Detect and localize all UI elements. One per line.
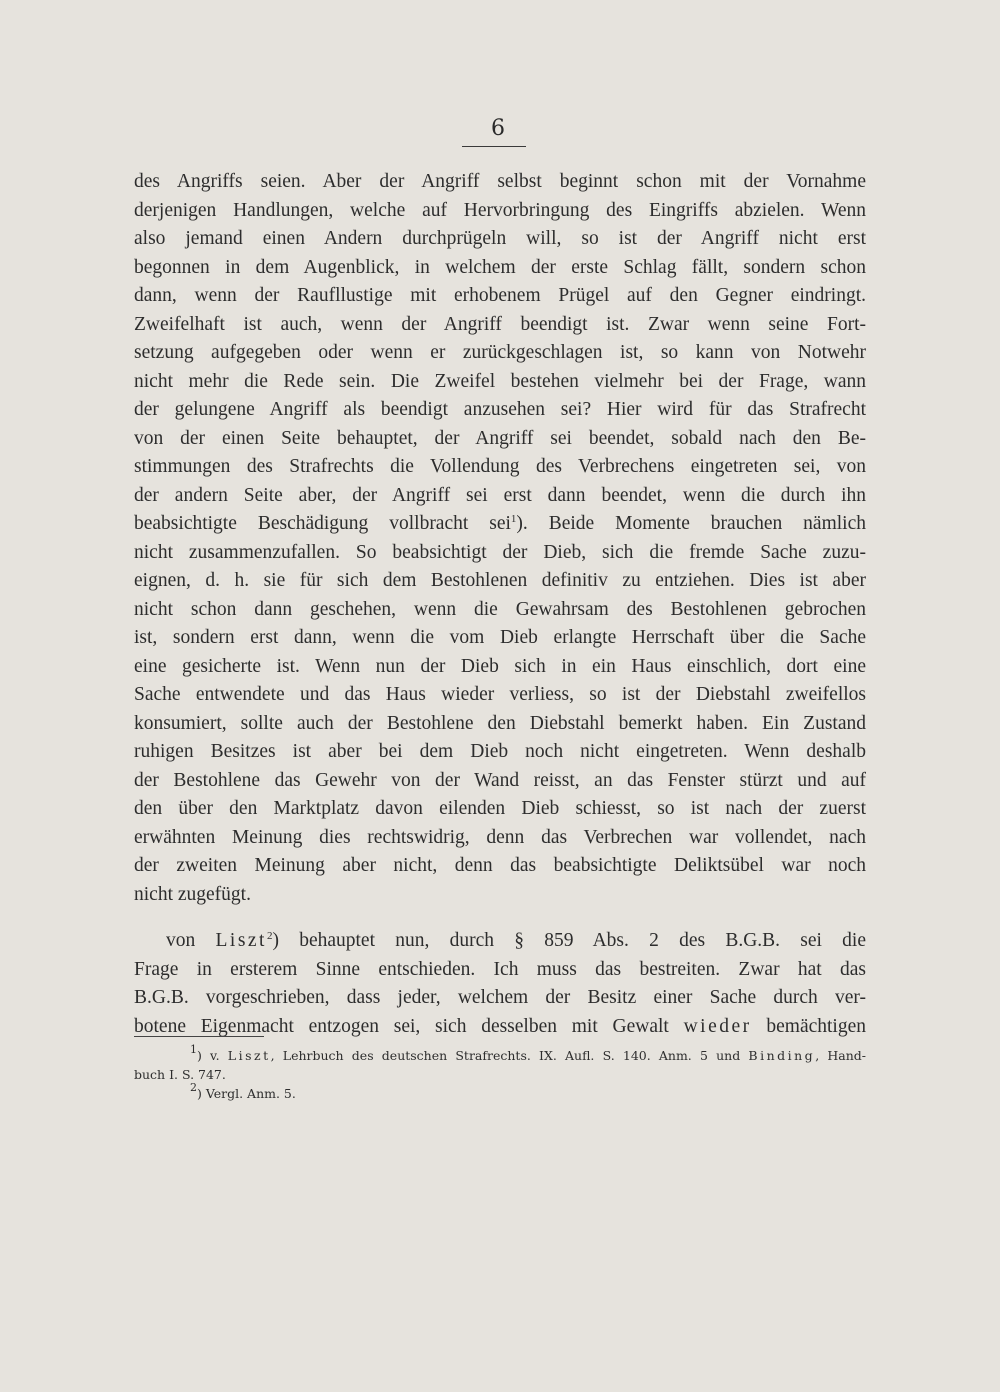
text-line: konsumiert, sollte auch der Bestohlene den Diebstahl bemerkt haben. Ein Zustand: [134, 712, 866, 734]
emphasized-word: wieder: [683, 1015, 752, 1037]
body-text: [134, 168, 866, 1041]
text-line: des Angriffs seien. Aber der Angriff selbst beginnt schon mit der Vornahme: [134, 171, 866, 192]
text-line: setzung aufgegeben oder wenn er zurückgeschlagen ist, so kann von Notwehr: [134, 342, 866, 363]
text-segment: ). Beide Momente brauchen nämlich: [516, 513, 866, 534]
text-line-with-footnote-ref: [134, 927, 866, 956]
paragraph-1: [134, 168, 866, 909]
text-line: B.G.B. vorgeschrieben, dass jeder, welchem der Besitz einer Sache durch ver-: [134, 987, 866, 1008]
footnote-2: [134, 1081, 866, 1103]
text-line: der zweiten Meinung aber nicht, denn das beabsichtigte Deliktsübel war noch: [134, 855, 866, 876]
page-number-rule: [462, 146, 526, 147]
paragraph-2: [134, 927, 866, 1041]
footnote-1-continuation: buch I. S. 747.: [134, 1067, 226, 1082]
text-line: von der einen Seite behauptet, der Angriff sei beendet, sobald nach den Be-: [134, 427, 866, 449]
text-line: den über den Marktplatz davon eilenden Dieb schiesst, so ist nach der zuerst: [134, 798, 866, 819]
text-line: stimmungen des Strafrechts die Vollendung des Verbrechens eingetreten sei, von: [134, 456, 866, 477]
footnote-1: [134, 1043, 866, 1065]
footnote-ref-2: 2: [266, 930, 273, 942]
text-segment: beabsichtigte Beschädigung vollbracht sei: [134, 513, 511, 534]
footnote-text: , Hand-: [815, 1048, 866, 1063]
text-line: ist, sondern erst dann, wenn die vom Dieb erlangte Herrschaft über die Sache: [134, 627, 866, 648]
text-line: nicht zusammenzufallen. So beabsichtigt der Dieb, sich die fremde Sache zuzu-: [134, 541, 866, 563]
text-line: Sache entwendete und das Haus wieder verliess, so ist der Diebstahl zweifellos: [134, 684, 866, 705]
text-segment: ) behauptet nun, durch § 859 Abs. 2 des B.G.B. sei die: [272, 930, 866, 951]
text-line: Zweifelhaft ist auch, wenn der Angriff beendigt ist. Zwar wenn seine Fort-: [134, 313, 866, 335]
footnote-marker: 2: [190, 1081, 197, 1094]
text-line: der andern Seite aber, der Angriff sei erst dann beendet, wenn die durch ihn: [134, 484, 866, 506]
text-line: eignen, d. h. sie für sich dem Bestohlenen definitiv zu entziehen. Dies ist aber: [134, 570, 866, 591]
text-line: erwähnten Meinung dies rechtswidrig, denn das Verbrechen war vollendet, nach: [134, 826, 866, 848]
footnote-text: ) Vergl. Anm. 5.: [197, 1086, 296, 1101]
footnote-text: ) v.: [197, 1048, 228, 1063]
text-line: nicht mehr die Rede sein. Die Zweifel bestehen vielmehr bei der Frage, wann: [134, 370, 866, 392]
text-segment: botene Eigenmacht entzogen sei, sich desselben mit Gewalt: [134, 1015, 684, 1037]
text-line: Frage in ersterem Sinne entschieden. Ich muss das bestreiten. Zwar hat das: [134, 958, 866, 980]
text-line-with-footnote-ref: [134, 510, 866, 539]
page-number: 6: [491, 116, 505, 141]
text-segment: bemächtigen: [751, 1015, 866, 1037]
text-line: dann, wenn der Raufllustige mit erhobenem Prügel auf den Gegner eindringt.: [134, 285, 866, 306]
text-line: begonnen in dem Augenblick, in welchem der erste Schlag fällt, sondern schon: [134, 256, 866, 278]
paragraph-gap: [134, 909, 866, 927]
text-line: ruhigen Besitzes ist aber bei dem Dieb noch nicht eingetreten. Wenn deshalb: [134, 741, 866, 762]
text-segment: von: [166, 930, 216, 951]
text-line: der Bestohlene das Gewehr von der Wand reisst, an das Fenster stürzt und auf: [134, 769, 866, 791]
footnote-rule: [134, 1036, 264, 1037]
text-line: eine gesicherte ist. Wenn nun der Dieb sich in ein Haus einschlich, dort eine: [134, 655, 866, 677]
footnote-ref-1: 1: [510, 513, 517, 525]
text-line: nicht schon dann geschehen, wenn die Gewahrsam des Bestohlenen gebrochen: [134, 598, 866, 620]
author-name: Liszt: [215, 930, 267, 951]
author-name: Binding: [748, 1048, 816, 1063]
footnote-text: , Lehrbuch des deutschen Strafrechts. IX. Aufl. S. 140. Anm. 5 und: [270, 1048, 749, 1063]
text-line: nicht zugefügt.: [134, 883, 251, 905]
text-line: also jemand einen Andern durchprügeln will, so ist der Angriff nicht erst: [134, 228, 866, 249]
text-line: derjenigen Handlungen, welche auf Hervorbringung des Eingriffs abzielen. Wenn: [134, 199, 866, 221]
text-line: der gelungene Angriff als beendigt anzusehen sei? Hier wird für das Strafrecht: [134, 399, 866, 420]
author-name: Liszt: [227, 1048, 271, 1063]
footnote-marker: 1: [190, 1043, 197, 1056]
footnotes: [134, 1043, 866, 1103]
